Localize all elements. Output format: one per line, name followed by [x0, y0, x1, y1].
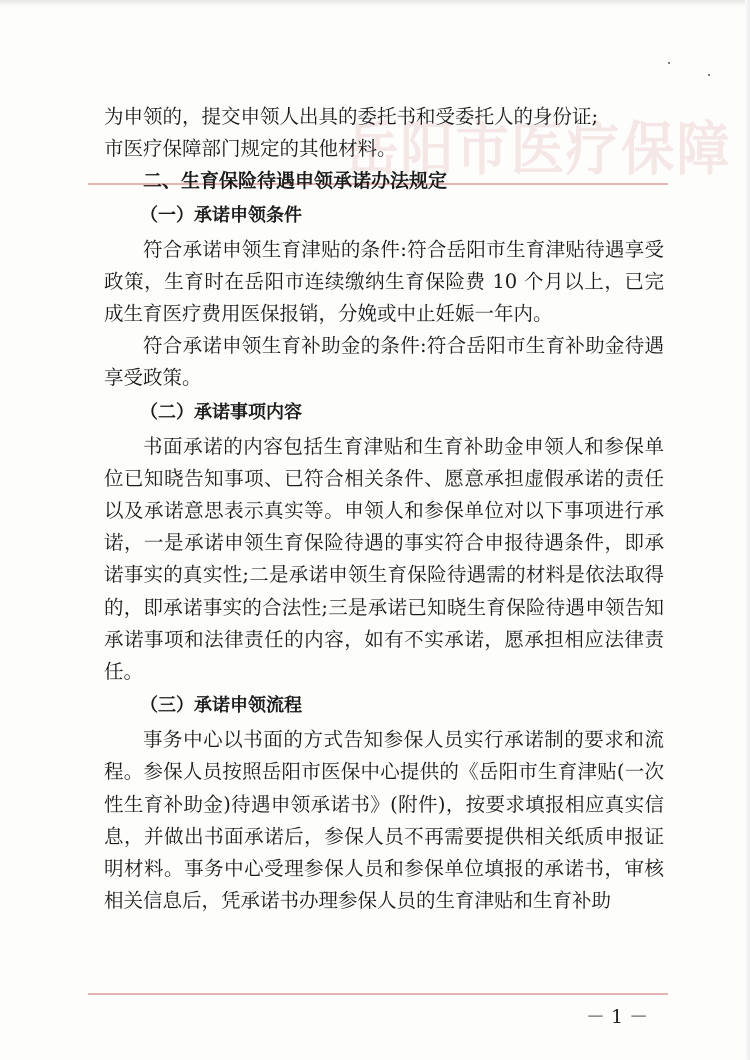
body-paragraph: 市医疗保障部门规定的其他材料。 [104, 137, 397, 161]
scan-edge-top [0, 0, 750, 6]
page-number: － 1 － [586, 1006, 649, 1028]
faded-letterhead-watermark: 岳阳市医疗保障 [345, 115, 732, 183]
scan-edge-right [745, 0, 750, 1060]
body-paragraph: 书面承诺的内容包括生育津贴和生育补助金申领人和参保单位已知晓告知事项、已符合相关条件、愿意承担虚假承诺的责任以及承诺意思表示真实等。申领人和参保单位对以下事项进行承诺，一是承诺申领生育保险待遇的事实符合申报待遇条件，即承诺事实的真实性;二是承诺申领生育保险待遇需的材料是依法取得的，即承诺事实的合法性;三是承诺已知晓生育保险待遇申领告知承诺事项和法律责任的内容，如有不实承诺，愿承担相应法律责任。 [104, 434, 664, 684]
subsection-heading: （三）承诺申领流程 [140, 695, 302, 717]
section-heading: 二、生育保险待遇申领承诺办法规定 [143, 170, 448, 193]
red-separator-bottom [88, 993, 668, 995]
subsection-heading: （二）承诺事项内容 [140, 401, 302, 423]
scan-speck [668, 62, 670, 64]
subsection-heading: （一）承诺申领条件 [140, 204, 302, 226]
document-body [104, 101, 664, 917]
body-paragraph: 事务中心以书面的方式告知参保人员实行承诺制的要求和流程。参保人员按照岳阳市医保中心提供的《岳阳市生育津贴(一次性生育补助金)待遇申领承诺书》(附件)，按要求填报相应真实信息，并做出书面承诺后，参保人员不再需要提供相关纸质申报证明材料。事务中心受理参保人员和参保单位填报的承诺书，审核相关信息后，凭承诺书办理参保人员的生育津贴和生育补助 [104, 728, 664, 913]
body-paragraph: 符合承诺申领生育津贴的条件:符合岳阳市生育津贴待遇享受政策，生育时在岳阳市连续缴纳生育保险费 10 个月以上，已完成生育医疗费用医保报销，分娩或中止妊娠一年内。 [104, 237, 664, 326]
body-paragraph: 为申领的，提交申领人出具的委托书和受委托人的身份证; [104, 105, 599, 128]
scan-speck [708, 74, 710, 76]
body-paragraph: 符合承诺申领生育补助金的条件:符合岳阳市生育补助金待遇享受政策。 [104, 334, 664, 390]
